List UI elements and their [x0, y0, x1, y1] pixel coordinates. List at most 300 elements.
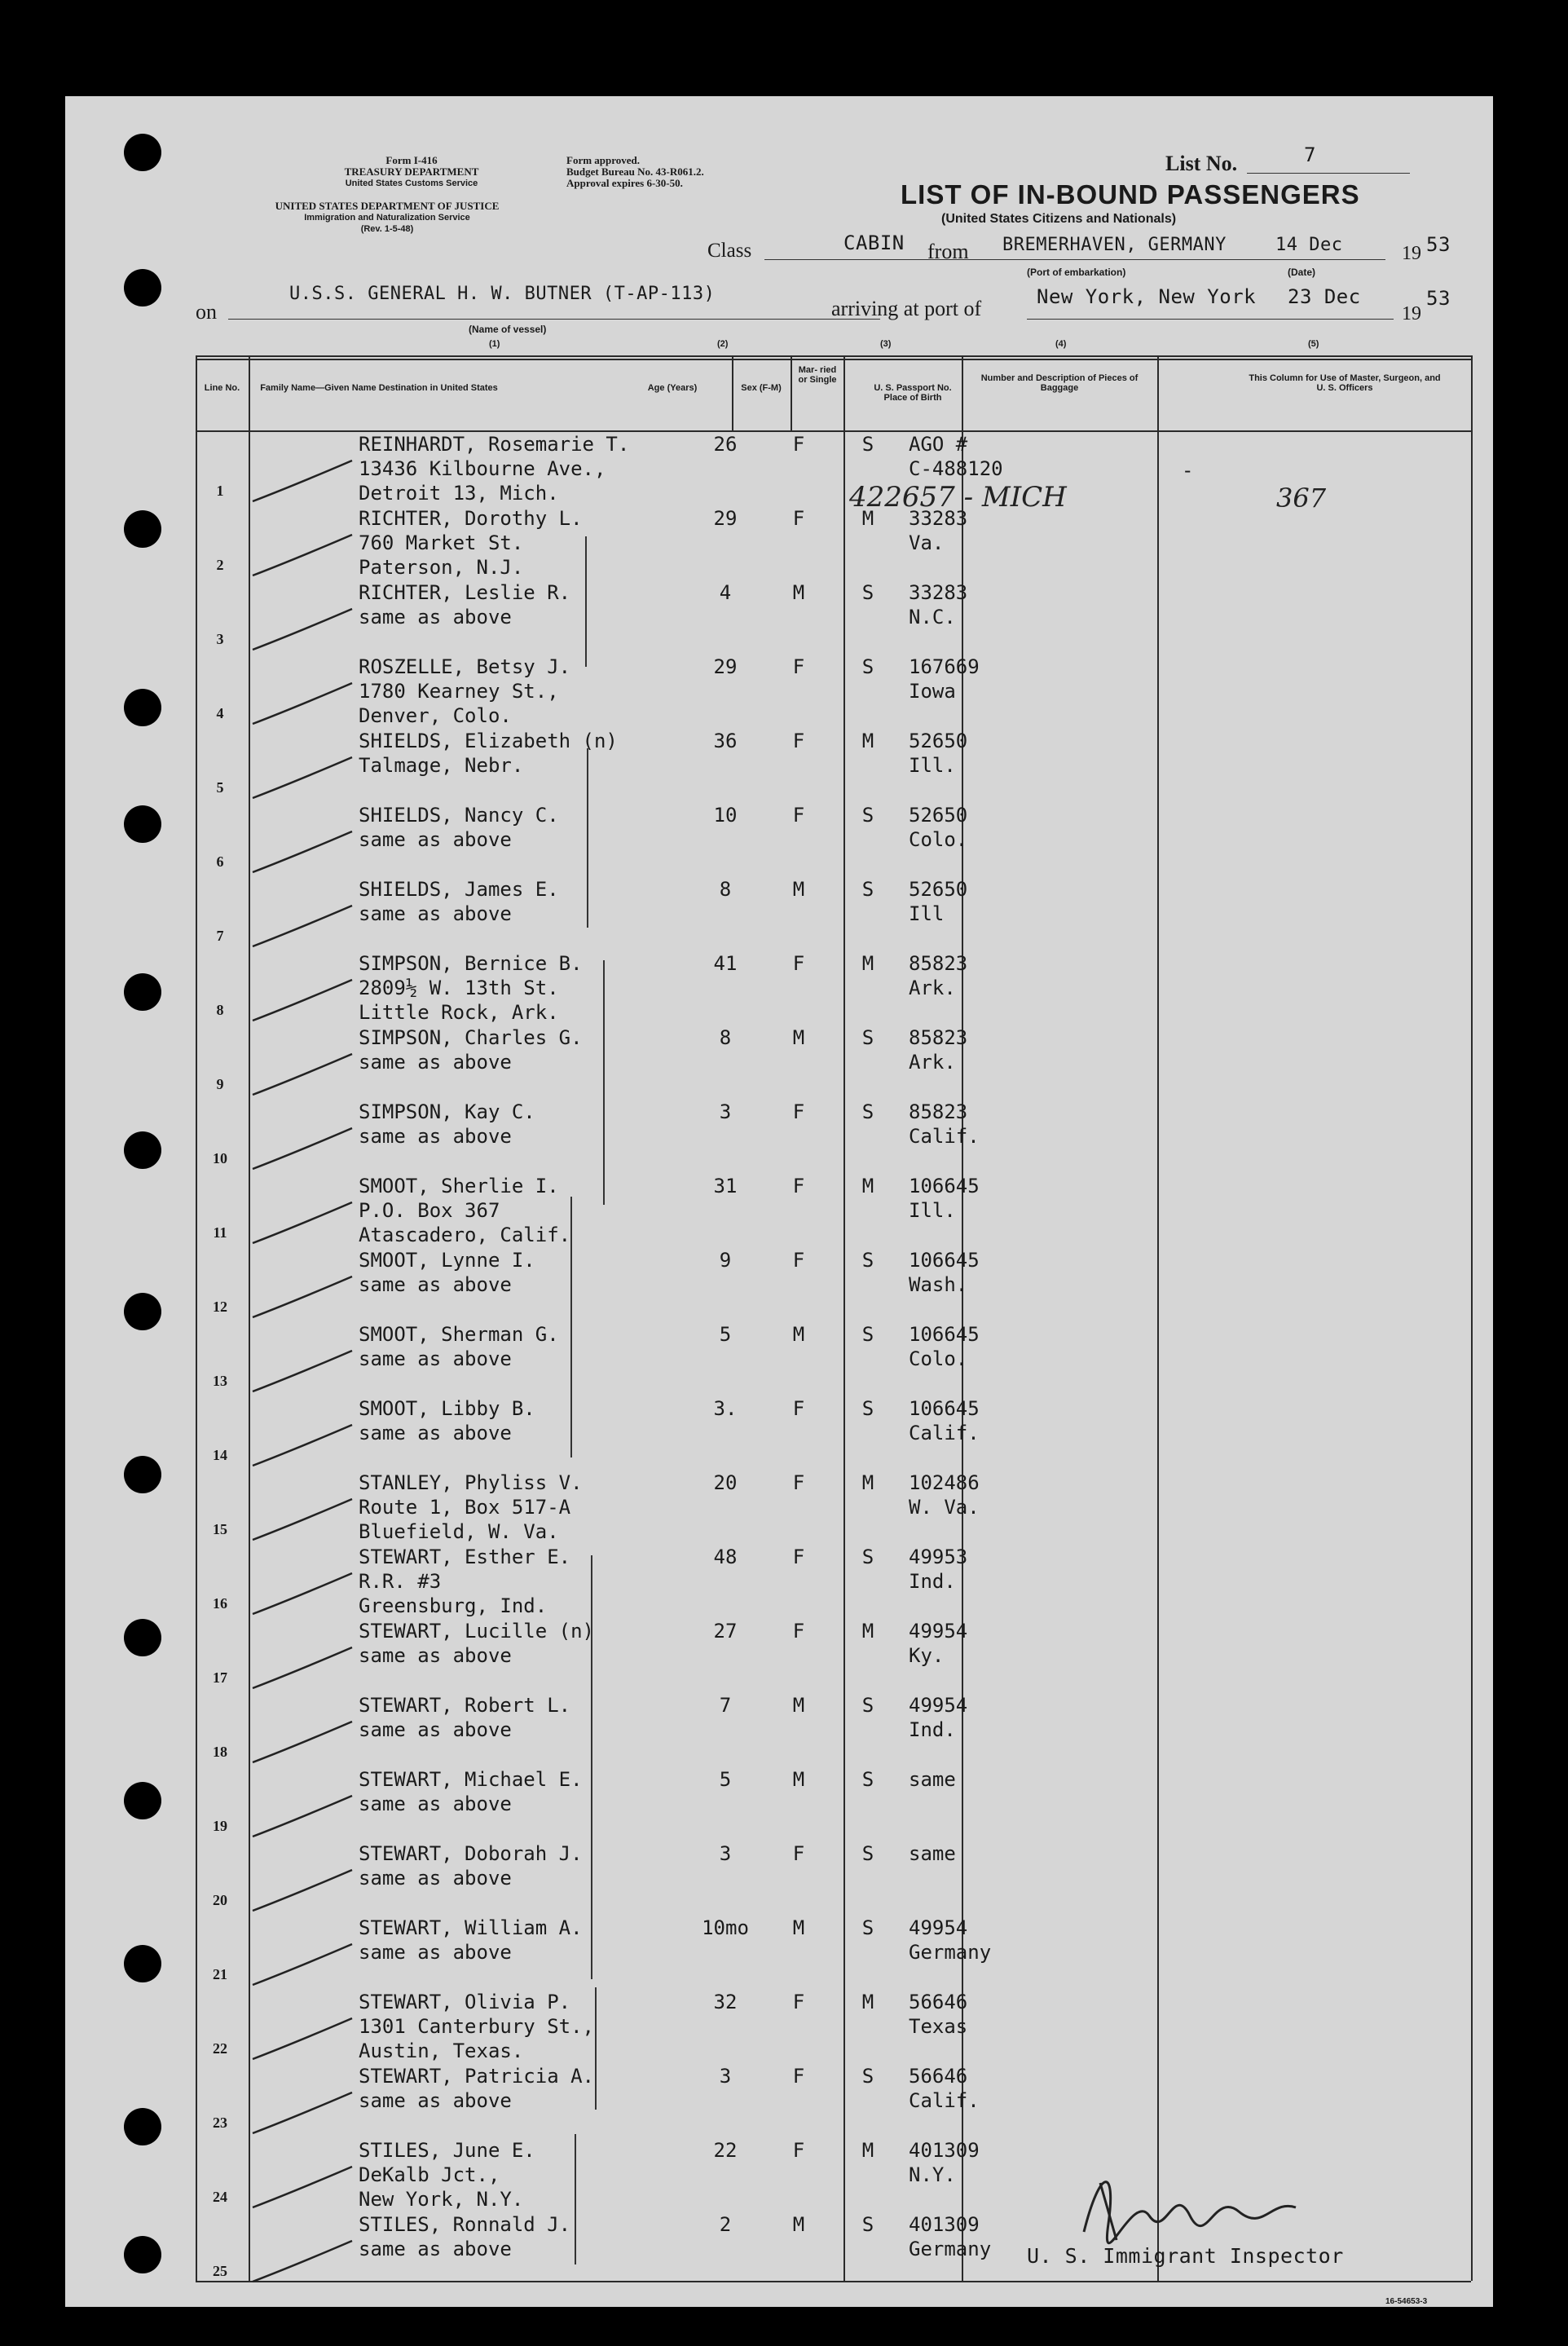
check-mark	[246, 1198, 360, 1247]
budget-bureau: Budget Bureau No. 43-R061.2.	[566, 165, 704, 178]
destination-line: same as above	[359, 828, 512, 851]
check-mark	[246, 1792, 360, 1841]
passenger-sex: M	[792, 1916, 805, 1939]
justice-label: UNITED STATES DEPARTMENT OF JUSTICE	[275, 200, 500, 212]
passenger-sex: F	[792, 2065, 805, 2088]
passenger-name: STEWART, Robert L.	[359, 1694, 571, 1717]
destination-line: same as above	[359, 1422, 512, 1444]
destination-line: 760 Market St.	[359, 531, 524, 554]
passenger-name: SIMPSON, Charles G.	[359, 1026, 583, 1049]
punch-hole	[124, 1293, 161, 1330]
passenger-sex: F	[792, 1471, 805, 1494]
place-of-birth: Va.	[909, 531, 945, 554]
check-mark	[246, 1050, 360, 1099]
passport-birthplace	[909, 1545, 1072, 1594]
passenger-name-destination	[359, 2064, 709, 2113]
passenger-sex: F	[792, 804, 805, 827]
passenger-name-destination	[359, 1545, 709, 1618]
passenger-row	[196, 877, 1471, 951]
passport-birthplace	[909, 1174, 1072, 1223]
place-of-birth: Ind.	[909, 1570, 956, 1593]
place-of-birth: Calif.	[909, 1422, 980, 1444]
family-bracket	[587, 748, 588, 928]
passenger-row	[196, 1619, 1471, 1693]
manifest-sheet	[65, 96, 1493, 2307]
header-married: Mar- ried or Single	[798, 365, 837, 385]
inspector-title: U. S. Immigrant Inspector	[1027, 2244, 1344, 2268]
passport-number: 49953	[909, 1546, 968, 1568]
passport-birthplace	[909, 506, 1072, 555]
passenger-age: 41	[713, 952, 738, 975]
passport-number: 106645	[909, 1249, 980, 1272]
passport-birthplace	[909, 1916, 1072, 1965]
passenger-row	[196, 1322, 1471, 1396]
marital-status: S	[861, 1026, 874, 1049]
passenger-name: STEWART, William A.	[359, 1916, 583, 1939]
destination-line: same as above	[359, 1718, 512, 1741]
passenger-row	[196, 1990, 1471, 2064]
line-number: 22	[213, 2040, 227, 2057]
passport-number: 49954	[909, 1916, 968, 1939]
passenger-row	[196, 580, 1471, 655]
line-number: 19	[213, 1818, 227, 1834]
marital-status: S	[861, 1249, 874, 1272]
passenger-name: RICHTER, Leslie R.	[359, 581, 571, 604]
check-mark	[246, 1718, 360, 1766]
embarkation-year: 53	[1426, 233, 1451, 256]
passport-number: 167669	[909, 655, 980, 678]
line-number: 2	[216, 557, 224, 573]
destination-line: 1301 Canterbury St.,	[359, 2015, 594, 2038]
passenger-name-destination	[359, 1174, 709, 1247]
passenger-name: SIMPSON, Kay C.	[359, 1100, 535, 1123]
passenger-row	[196, 1693, 1471, 1767]
passport-number: 106645	[909, 1323, 980, 1346]
destination-line: Paterson, N.J.	[359, 556, 524, 579]
passport-number: 56646	[909, 1991, 968, 2013]
family-bracket	[595, 1987, 597, 2110]
dash-mark: -	[1182, 459, 1194, 482]
passenger-row	[196, 506, 1471, 580]
passport-number: 85823	[909, 1026, 968, 1049]
passenger-name-destination	[359, 1396, 709, 1445]
passenger-name-destination	[359, 1322, 709, 1371]
check-mark	[246, 2163, 360, 2212]
passenger-name: STEWART, Patricia A.	[359, 2065, 594, 2088]
line-number: 13	[213, 1373, 227, 1389]
destination-line: same as above	[359, 1347, 512, 1370]
passenger-age: 26	[713, 433, 738, 456]
marital-status: S	[861, 1397, 874, 1420]
passenger-age: 10mo	[702, 1916, 749, 1939]
destination-line: Denver, Colo.	[359, 704, 512, 727]
passport-number: 106645	[909, 1175, 980, 1197]
passport-number: AGO #	[909, 433, 968, 456]
year-prefix: 19	[1402, 243, 1421, 264]
line-number: 1	[216, 483, 224, 499]
line-number: 11	[213, 1224, 227, 1241]
marital-status: M	[861, 952, 874, 975]
check-mark	[246, 1940, 360, 1989]
passenger-name: SHIELDS, James E.	[359, 878, 559, 901]
passenger-age: 7	[719, 1694, 732, 1717]
destination-line: same as above	[359, 2238, 512, 2260]
passenger-name: STEWART, Olivia P.	[359, 1991, 571, 2013]
marital-status: M	[861, 1175, 874, 1197]
passenger-name: STEWART, Lucille (n)	[359, 1620, 594, 1643]
header-age: Age (Years)	[647, 383, 698, 393]
passenger-name-destination	[359, 1100, 709, 1149]
passenger-name-destination	[359, 432, 709, 505]
line-number: 10	[213, 1150, 227, 1166]
column-number: (5)	[1308, 339, 1319, 349]
line-number: 3	[216, 631, 224, 647]
place-of-birth: Colo.	[909, 1347, 968, 1370]
revision-label: (Rev. 1-5-48)	[360, 224, 414, 234]
passenger-sex: M	[792, 878, 805, 901]
marital-status: S	[861, 581, 874, 604]
column-number: (1)	[489, 339, 500, 349]
family-bracket	[570, 1197, 572, 1457]
passenger-age: 3	[719, 1842, 732, 1865]
passenger-age: 3	[719, 2065, 732, 2088]
line-number: 9	[216, 1076, 224, 1092]
punch-hole	[124, 2108, 161, 2145]
check-mark	[246, 679, 360, 728]
class-value: CABIN	[843, 232, 905, 254]
check-mark	[246, 976, 360, 1025]
passport-birthplace	[909, 803, 1072, 852]
passport-number: 49954	[909, 1694, 968, 1717]
document-subtitle: (United States Citizens and Nationals)	[941, 212, 1177, 226]
passenger-age: 20	[713, 1471, 738, 1494]
port-embarkation-note: (Port of embarkation)	[1027, 267, 1126, 278]
passenger-age: 4	[719, 581, 732, 604]
passenger-name: SMOOT, Libby B.	[359, 1397, 535, 1420]
ins-label: Immigration and Naturalization Service	[304, 213, 470, 223]
passenger-name-destination	[359, 1619, 709, 1668]
line-number: 23	[213, 2114, 227, 2131]
passenger-age: 2	[719, 2213, 732, 2236]
destination-line: Little Rock, Ark.	[359, 1001, 559, 1024]
place-of-birth: Ill.	[909, 1199, 956, 1222]
passenger-name-destination	[359, 1767, 709, 1816]
destination-line: same as above	[359, 1793, 512, 1815]
passport-birthplace	[909, 1396, 1072, 1445]
place-of-birth: Ill	[909, 902, 945, 925]
passenger-name-destination	[359, 506, 709, 580]
passenger-name: STILES, Ronnald J.	[359, 2213, 571, 2236]
passenger-name: SHIELDS, Nancy C.	[359, 804, 559, 827]
marital-status: S	[861, 1323, 874, 1346]
place-of-birth: Ark.	[909, 977, 956, 999]
passenger-name: ROSZELLE, Betsy J.	[359, 655, 571, 678]
place-of-birth: W. Va.	[909, 1496, 980, 1519]
passenger-age: 3	[719, 1100, 732, 1123]
line-number: 5	[216, 779, 224, 796]
passenger-name: SHIELDS, Elizabeth (n)	[359, 730, 618, 752]
destination-line: DeKalb Jct.,	[359, 2163, 500, 2186]
passenger-age: 5	[719, 1768, 732, 1791]
header-official-use: This Column for Use of Master, Surgeon, and U. S. Officers	[1249, 373, 1441, 393]
passport-birthplace	[909, 1100, 1072, 1149]
form-code: 16-54653-3	[1385, 2297, 1428, 2306]
line-number: 20	[213, 1892, 227, 1908]
passenger-age: 31	[713, 1175, 738, 1197]
check-mark	[246, 2014, 360, 2063]
passenger-row	[196, 1471, 1471, 1545]
passport-birthplace	[909, 1619, 1072, 1668]
passenger-row	[196, 951, 1471, 1025]
check-mark	[246, 1347, 360, 1396]
check-mark	[246, 902, 360, 950]
line-number: 7	[216, 928, 224, 944]
form-number: Form I-416	[385, 154, 438, 166]
passenger-row	[196, 1248, 1471, 1322]
passenger-name-destination	[359, 655, 709, 728]
place-of-birth: Ill.	[909, 754, 956, 777]
destination-line: Route 1, Box 517-A	[359, 1496, 571, 1519]
punch-hole	[124, 1782, 161, 1819]
line-number: 18	[213, 1744, 227, 1760]
punch-hole	[124, 2236, 161, 2273]
check-mark	[246, 1866, 360, 1915]
form-approved: Form approved.	[566, 154, 641, 166]
marital-status: S	[861, 2213, 874, 2236]
passport-number: 85823	[909, 952, 968, 975]
passenger-sex: F	[792, 655, 805, 678]
passenger-sex: F	[792, 2139, 805, 2162]
passport-birthplace	[909, 580, 1072, 629]
arriving-label: arriving at port of	[831, 297, 982, 320]
destination-line: same as above	[359, 1941, 512, 1964]
passport-birthplace	[909, 1025, 1072, 1074]
document-title: LIST OF IN-BOUND PASSENGERS	[901, 179, 1360, 209]
family-bracket	[603, 960, 605, 1205]
destination-line: 1780 Kearney St.,	[359, 680, 559, 703]
passenger-name: STEWART, Esther E.	[359, 1546, 571, 1568]
passenger-name: SMOOT, Lynne I.	[359, 1249, 535, 1272]
passenger-sex: F	[792, 1100, 805, 1123]
class-label: Class	[707, 240, 752, 262]
passenger-row	[196, 729, 1471, 803]
passport-number: 33283	[909, 507, 968, 530]
destination-line: same as above	[359, 606, 512, 628]
check-mark	[246, 605, 360, 654]
arrival-port: New York, New York	[1037, 285, 1257, 308]
passport-number: same	[909, 1768, 956, 1791]
passenger-name: SMOOT, Sherlie I.	[359, 1175, 559, 1197]
passenger-name-destination	[359, 580, 709, 629]
place-of-birth: Germany	[909, 1941, 992, 1964]
punch-hole	[124, 134, 161, 171]
passenger-name: STEWART, Doborah J.	[359, 1842, 583, 1865]
vessel-name: U.S.S. GENERAL H. W. BUTNER (T-AP-113)	[289, 284, 716, 304]
passenger-sex: F	[792, 1991, 805, 2013]
passenger-row	[196, 1396, 1471, 1471]
line-number: 21	[213, 1966, 227, 1982]
passenger-name-destination	[359, 951, 709, 1025]
passport-number: 401309	[909, 2213, 980, 2236]
place-of-birth: Colo.	[909, 828, 968, 851]
embarkation-port: BREMERHAVEN, GERMANY	[1002, 235, 1227, 255]
destination-line: P.O. Box 367	[359, 1199, 500, 1222]
customs-label: United States Customs Service	[345, 179, 478, 188]
list-number: 7	[1304, 143, 1316, 166]
passport-number: 49954	[909, 1620, 968, 1643]
passenger-sex: F	[792, 433, 805, 456]
arrival-year: 53	[1426, 287, 1451, 310]
passenger-sex: M	[792, 1026, 805, 1049]
passport-birthplace	[909, 2064, 1072, 2113]
passport-number: 33283	[909, 581, 968, 604]
punch-hole	[124, 1945, 161, 1982]
passport-number: 56646	[909, 2065, 968, 2088]
header-passport: U. S. Passport No. Place of Birth	[874, 383, 952, 403]
passport-birthplace	[909, 1841, 1072, 1866]
destination-line: R.R. #3	[359, 1570, 442, 1593]
passenger-sex: F	[792, 1546, 805, 1568]
marital-status: S	[861, 1546, 874, 1568]
line-number: 4	[216, 705, 224, 721]
marital-status: S	[861, 878, 874, 901]
destination-line: same as above	[359, 1644, 512, 1667]
passport-birthplace	[909, 1471, 1072, 1519]
check-mark	[246, 531, 360, 580]
passenger-name-destination	[359, 803, 709, 852]
destination-line: Austin, Texas.	[359, 2040, 524, 2062]
passenger-age: 8	[719, 1026, 732, 1049]
marital-status: M	[861, 1471, 874, 1494]
passport-birthplace	[909, 2138, 1072, 2187]
official-mark: 367	[1276, 483, 1327, 514]
check-mark	[246, 2237, 360, 2286]
check-mark	[246, 827, 360, 876]
treasury-label: TREASURY DEPARTMENT	[344, 165, 479, 178]
handwritten-id: 422657 - MICH	[849, 481, 1067, 514]
passport-birthplace	[909, 1693, 1072, 1742]
header-sex: Sex (F-M)	[741, 383, 782, 393]
passenger-age: 10	[713, 804, 738, 827]
passenger-age: 5	[719, 1323, 732, 1346]
passenger-name-destination	[359, 1916, 709, 1965]
marital-status: M	[861, 507, 874, 530]
destination-line: 2809½ W. 13th St.	[359, 977, 559, 999]
marital-status: S	[861, 2065, 874, 2088]
destination-line: same as above	[359, 2089, 512, 2112]
passport-birthplace	[909, 1248, 1072, 1297]
approval-expires: Approval expires 6-30-50.	[566, 177, 683, 189]
destination-line: New York, N.Y.	[359, 2188, 524, 2211]
passenger-age: 22	[713, 2139, 738, 2162]
line-number: 6	[216, 853, 224, 870]
marital-status: M	[861, 730, 874, 752]
passport-birthplace	[909, 432, 1072, 481]
check-mark	[246, 2088, 360, 2137]
passenger-age: 29	[713, 507, 738, 530]
passenger-name-destination	[359, 1471, 709, 1544]
passenger-name-destination	[359, 877, 709, 926]
passport-number: 102486	[909, 1471, 980, 1494]
passenger-name: REINHARDT, Rosemarie T.	[359, 433, 630, 456]
column-number: (4)	[1055, 339, 1067, 349]
marital-status: M	[861, 2139, 874, 2162]
line-number: 25	[213, 2263, 227, 2279]
line-number: 15	[213, 1521, 227, 1537]
destination-line: Atascadero, Calif.	[359, 1224, 571, 1246]
destination-line: Detroit 13, Mich.	[359, 482, 559, 505]
column-number: (3)	[880, 339, 892, 349]
passenger-row	[196, 1100, 1471, 1174]
passenger-name: SMOOT, Sherman G.	[359, 1323, 559, 1346]
passenger-name-destination	[359, 729, 709, 778]
passenger-name: STANLEY, Phyliss V.	[359, 1471, 583, 1494]
marital-status: S	[861, 1916, 874, 1939]
year-prefix: 19	[1402, 303, 1421, 324]
signature	[1068, 2159, 1312, 2256]
vessel-note: (Name of vessel)	[469, 324, 547, 335]
family-bracket	[575, 2134, 576, 2264]
passport-number: 52650	[909, 804, 968, 827]
arrival-date: 23 Dec	[1288, 285, 1361, 308]
passenger-row	[196, 655, 1471, 729]
passenger-sex: M	[792, 1694, 805, 1717]
passport-birthplace	[909, 655, 1072, 703]
passport-birthplace	[909, 1767, 1072, 1792]
destination-line: same as above	[359, 1125, 512, 1148]
line-number: 16	[213, 1595, 227, 1612]
punch-hole	[124, 269, 161, 306]
punch-hole	[124, 805, 161, 843]
passenger-sex: M	[792, 1323, 805, 1346]
passport-birthplace	[909, 877, 1072, 926]
passenger-age: 3.	[713, 1397, 738, 1420]
passenger-name: RICHTER, Dorothy L.	[359, 507, 583, 530]
passenger-row	[196, 1767, 1471, 1841]
passenger-name: STILES, June E.	[359, 2139, 535, 2162]
place-of-birth: N.C.	[909, 606, 956, 628]
passenger-sex: M	[792, 2213, 805, 2236]
passenger-age: 48	[713, 1546, 738, 1568]
marital-status: S	[861, 1768, 874, 1791]
passenger-name-destination	[359, 2212, 709, 2261]
passenger-age: 27	[713, 1620, 738, 1643]
place-of-birth: Germany	[909, 2238, 992, 2260]
passenger-age: 32	[713, 1991, 738, 2013]
passenger-row	[196, 2064, 1471, 2138]
line-number: 24	[213, 2189, 227, 2205]
destination-line: 13436 Kilbourne Ave.,	[359, 457, 606, 480]
line-number: 8	[216, 1002, 224, 1018]
place-of-birth: Ky.	[909, 1644, 945, 1667]
place-of-birth: Wash.	[909, 1273, 968, 1296]
check-mark	[246, 456, 360, 505]
place-of-birth: Calif.	[909, 1125, 980, 1148]
destination-line: same as above	[359, 1867, 512, 1890]
line-number: 17	[213, 1669, 227, 1686]
marital-status: S	[861, 1100, 874, 1123]
place-of-birth: Ind.	[909, 1718, 956, 1741]
passenger-sex: F	[792, 1397, 805, 1420]
passenger-name-destination	[359, 1025, 709, 1074]
passport-birthplace	[909, 729, 1072, 778]
passenger-sex: F	[792, 1842, 805, 1865]
punch-hole	[124, 1456, 161, 1493]
passport-birthplace	[909, 1990, 1072, 2039]
passenger-name-destination	[359, 1990, 709, 2063]
punch-hole	[124, 510, 161, 548]
list-number-label: List No.	[1165, 152, 1238, 175]
